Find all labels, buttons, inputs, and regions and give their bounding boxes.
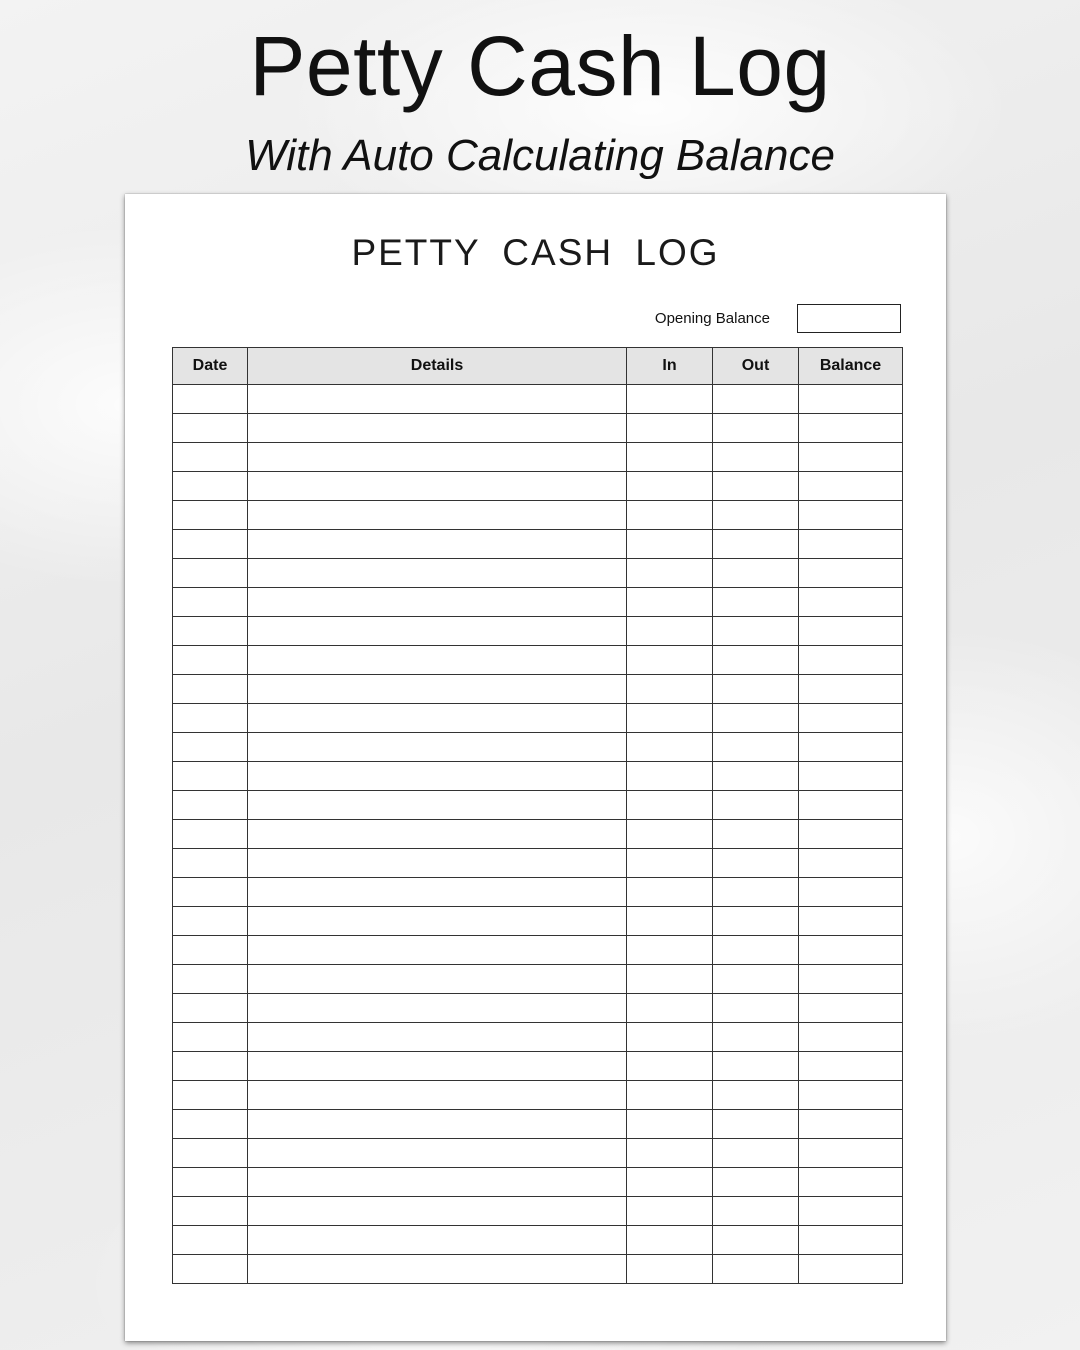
details-cell[interactable] <box>248 559 627 588</box>
out-cell[interactable] <box>713 530 799 559</box>
table-row <box>173 907 903 936</box>
in-cell[interactable] <box>627 472 713 501</box>
in-cell[interactable] <box>627 994 713 1023</box>
out-cell[interactable] <box>713 849 799 878</box>
details-cell[interactable] <box>248 1081 627 1110</box>
in-cell[interactable] <box>627 820 713 849</box>
in-cell[interactable] <box>627 704 713 733</box>
date-cell[interactable] <box>173 1081 248 1110</box>
balance-cell[interactable] <box>799 1168 903 1197</box>
date-cell[interactable] <box>173 646 248 675</box>
details-cell[interactable] <box>248 1110 627 1139</box>
date-cell[interactable] <box>173 1197 248 1226</box>
details-cell[interactable] <box>248 994 627 1023</box>
date-cell[interactable] <box>173 1255 248 1284</box>
date-cell[interactable] <box>173 965 248 994</box>
balance-cell[interactable] <box>799 704 903 733</box>
column-header-date: Date <box>173 348 248 385</box>
table-row <box>173 617 903 646</box>
date-cell[interactable] <box>173 820 248 849</box>
out-cell[interactable] <box>713 791 799 820</box>
balance-cell[interactable] <box>799 646 903 675</box>
sheet-title: PETTY CASH LOG <box>351 232 720 273</box>
balance-cell[interactable] <box>799 1255 903 1284</box>
table-row <box>173 1139 903 1168</box>
out-cell[interactable] <box>713 1052 799 1081</box>
details-cell[interactable] <box>248 1197 627 1226</box>
balance-cell[interactable] <box>799 791 903 820</box>
balance-cell[interactable] <box>799 675 903 704</box>
details-cell[interactable] <box>248 617 627 646</box>
date-cell[interactable] <box>173 414 248 443</box>
out-cell[interactable] <box>713 501 799 530</box>
details-cell[interactable] <box>248 1052 627 1081</box>
balance-cell[interactable] <box>799 762 903 791</box>
in-cell[interactable] <box>627 559 713 588</box>
out-cell[interactable] <box>713 1197 799 1226</box>
balance-cell[interactable] <box>799 617 903 646</box>
details-cell[interactable] <box>248 1255 627 1284</box>
date-cell[interactable] <box>173 385 248 414</box>
date-cell[interactable] <box>173 907 248 936</box>
in-cell[interactable] <box>627 1110 713 1139</box>
promo-subtitle: With Auto Calculating Balance <box>245 131 835 180</box>
table-row <box>173 733 903 762</box>
table-row <box>173 1255 903 1284</box>
in-cell[interactable] <box>627 501 713 530</box>
column-header-balance: Balance <box>799 348 903 385</box>
details-cell[interactable] <box>248 1226 627 1255</box>
details-cell[interactable] <box>248 385 627 414</box>
details-cell[interactable] <box>248 588 627 617</box>
table-row <box>173 1197 903 1226</box>
in-cell[interactable] <box>627 385 713 414</box>
table-row <box>173 501 903 530</box>
date-cell[interactable] <box>173 501 248 530</box>
out-cell[interactable] <box>713 385 799 414</box>
in-cell[interactable] <box>627 414 713 443</box>
table-header-row <box>173 348 903 385</box>
out-cell[interactable] <box>713 1139 799 1168</box>
out-cell[interactable] <box>713 704 799 733</box>
out-cell[interactable] <box>713 878 799 907</box>
in-cell[interactable] <box>627 617 713 646</box>
out-cell[interactable] <box>713 559 799 588</box>
table-row <box>173 1110 903 1139</box>
date-cell[interactable] <box>173 559 248 588</box>
out-cell[interactable] <box>713 675 799 704</box>
in-cell[interactable] <box>627 907 713 936</box>
details-cell[interactable] <box>248 646 627 675</box>
out-cell[interactable] <box>713 1081 799 1110</box>
balance-cell[interactable] <box>799 588 903 617</box>
date-cell[interactable] <box>173 878 248 907</box>
balance-cell[interactable] <box>799 1110 903 1139</box>
balance-cell[interactable] <box>799 472 903 501</box>
in-cell[interactable] <box>627 1255 713 1284</box>
in-cell[interactable] <box>627 762 713 791</box>
details-cell[interactable] <box>248 1023 627 1052</box>
out-cell[interactable] <box>713 965 799 994</box>
balance-cell[interactable] <box>799 936 903 965</box>
in-cell[interactable] <box>627 1052 713 1081</box>
in-cell[interactable] <box>627 675 713 704</box>
table-row <box>173 675 903 704</box>
date-cell[interactable] <box>173 1023 248 1052</box>
date-cell[interactable] <box>173 791 248 820</box>
in-cell[interactable] <box>627 530 713 559</box>
table-row <box>173 646 903 675</box>
details-cell[interactable] <box>248 907 627 936</box>
date-cell[interactable] <box>173 1226 248 1255</box>
opening-balance-field[interactable] <box>797 304 901 333</box>
balance-cell[interactable] <box>799 1023 903 1052</box>
out-cell[interactable] <box>713 646 799 675</box>
balance-cell[interactable] <box>799 501 903 530</box>
promo-title: Petty Cash Log <box>249 19 831 113</box>
details-cell[interactable] <box>248 820 627 849</box>
out-cell[interactable] <box>713 472 799 501</box>
column-header-in: In <box>627 348 713 385</box>
details-cell[interactable] <box>248 704 627 733</box>
in-cell[interactable] <box>627 878 713 907</box>
balance-cell[interactable] <box>799 559 903 588</box>
in-cell[interactable] <box>627 733 713 762</box>
out-cell[interactable] <box>713 1255 799 1284</box>
table-row <box>173 994 903 1023</box>
date-cell[interactable] <box>173 1168 248 1197</box>
details-cell[interactable] <box>248 733 627 762</box>
details-cell[interactable] <box>248 675 627 704</box>
details-cell[interactable] <box>248 414 627 443</box>
table-row <box>173 820 903 849</box>
table-row <box>173 878 903 907</box>
date-cell[interactable] <box>173 994 248 1023</box>
column-header-details: Details <box>248 348 627 385</box>
date-cell[interactable] <box>173 617 248 646</box>
balance-cell[interactable] <box>799 414 903 443</box>
date-cell[interactable] <box>173 936 248 965</box>
balance-cell[interactable] <box>799 820 903 849</box>
table-row <box>173 1226 903 1255</box>
balance-cell[interactable] <box>799 530 903 559</box>
in-cell[interactable] <box>627 1081 713 1110</box>
balance-cell[interactable] <box>799 385 903 414</box>
date-cell[interactable] <box>173 849 248 878</box>
log-table <box>172 347 903 1284</box>
balance-cell[interactable] <box>799 965 903 994</box>
balance-cell[interactable] <box>799 1081 903 1110</box>
details-cell[interactable] <box>248 791 627 820</box>
details-cell[interactable] <box>248 762 627 791</box>
balance-cell[interactable] <box>799 1139 903 1168</box>
table-row <box>173 936 903 965</box>
column-header-out: Out <box>713 348 799 385</box>
balance-cell[interactable] <box>799 907 903 936</box>
in-cell[interactable] <box>627 936 713 965</box>
in-cell[interactable] <box>627 1226 713 1255</box>
opening-balance-label: Opening Balance <box>654 310 770 327</box>
table-row <box>173 443 903 472</box>
out-cell[interactable] <box>713 1226 799 1255</box>
out-cell[interactable] <box>713 762 799 791</box>
log-sheet <box>125 194 946 1341</box>
table-row <box>173 762 903 791</box>
table-row <box>173 849 903 878</box>
date-cell[interactable] <box>173 1139 248 1168</box>
table-row <box>173 1168 903 1197</box>
table-row <box>173 530 903 559</box>
out-cell[interactable] <box>713 443 799 472</box>
table-row <box>173 588 903 617</box>
out-cell[interactable] <box>713 617 799 646</box>
table-row <box>173 385 903 414</box>
details-cell[interactable] <box>248 501 627 530</box>
balance-cell[interactable] <box>799 1052 903 1081</box>
balance-cell[interactable] <box>799 1226 903 1255</box>
details-cell[interactable] <box>248 849 627 878</box>
in-cell[interactable] <box>627 1168 713 1197</box>
details-cell[interactable] <box>248 965 627 994</box>
details-cell[interactable] <box>248 472 627 501</box>
date-cell[interactable] <box>173 1052 248 1081</box>
out-cell[interactable] <box>713 994 799 1023</box>
balance-cell[interactable] <box>799 849 903 878</box>
table-row <box>173 704 903 733</box>
out-cell[interactable] <box>713 820 799 849</box>
date-cell[interactable] <box>173 1110 248 1139</box>
balance-cell[interactable] <box>799 733 903 762</box>
in-cell[interactable] <box>627 1197 713 1226</box>
table-body <box>173 385 903 1284</box>
details-cell[interactable] <box>248 530 627 559</box>
date-cell[interactable] <box>173 530 248 559</box>
balance-cell[interactable] <box>799 994 903 1023</box>
table-row <box>173 1081 903 1110</box>
table-row <box>173 791 903 820</box>
in-cell[interactable] <box>627 1139 713 1168</box>
balance-cell[interactable] <box>799 443 903 472</box>
in-cell[interactable] <box>627 965 713 994</box>
details-cell[interactable] <box>248 936 627 965</box>
table-row <box>173 414 903 443</box>
out-cell[interactable] <box>713 1023 799 1052</box>
in-cell[interactable] <box>627 1023 713 1052</box>
in-cell[interactable] <box>627 791 713 820</box>
in-cell[interactable] <box>627 588 713 617</box>
date-cell[interactable] <box>173 588 248 617</box>
date-cell[interactable] <box>173 443 248 472</box>
out-cell[interactable] <box>713 1168 799 1197</box>
balance-cell[interactable] <box>799 1197 903 1226</box>
date-cell[interactable] <box>173 733 248 762</box>
out-cell[interactable] <box>713 733 799 762</box>
date-cell[interactable] <box>173 762 248 791</box>
table-row <box>173 1052 903 1081</box>
out-cell[interactable] <box>713 907 799 936</box>
out-cell[interactable] <box>713 936 799 965</box>
details-cell[interactable] <box>248 878 627 907</box>
in-cell[interactable] <box>627 443 713 472</box>
out-cell[interactable] <box>713 588 799 617</box>
balance-cell[interactable] <box>799 878 903 907</box>
table-row <box>173 1023 903 1052</box>
details-cell[interactable] <box>248 1168 627 1197</box>
in-cell[interactable] <box>627 646 713 675</box>
in-cell[interactable] <box>627 849 713 878</box>
table-row <box>173 472 903 501</box>
out-cell[interactable] <box>713 414 799 443</box>
details-cell[interactable] <box>248 443 627 472</box>
out-cell[interactable] <box>713 1110 799 1139</box>
date-cell[interactable] <box>173 472 248 501</box>
date-cell[interactable] <box>173 675 248 704</box>
table-row <box>173 965 903 994</box>
table-row <box>173 559 903 588</box>
date-cell[interactable] <box>173 704 248 733</box>
details-cell[interactable] <box>248 1139 627 1168</box>
